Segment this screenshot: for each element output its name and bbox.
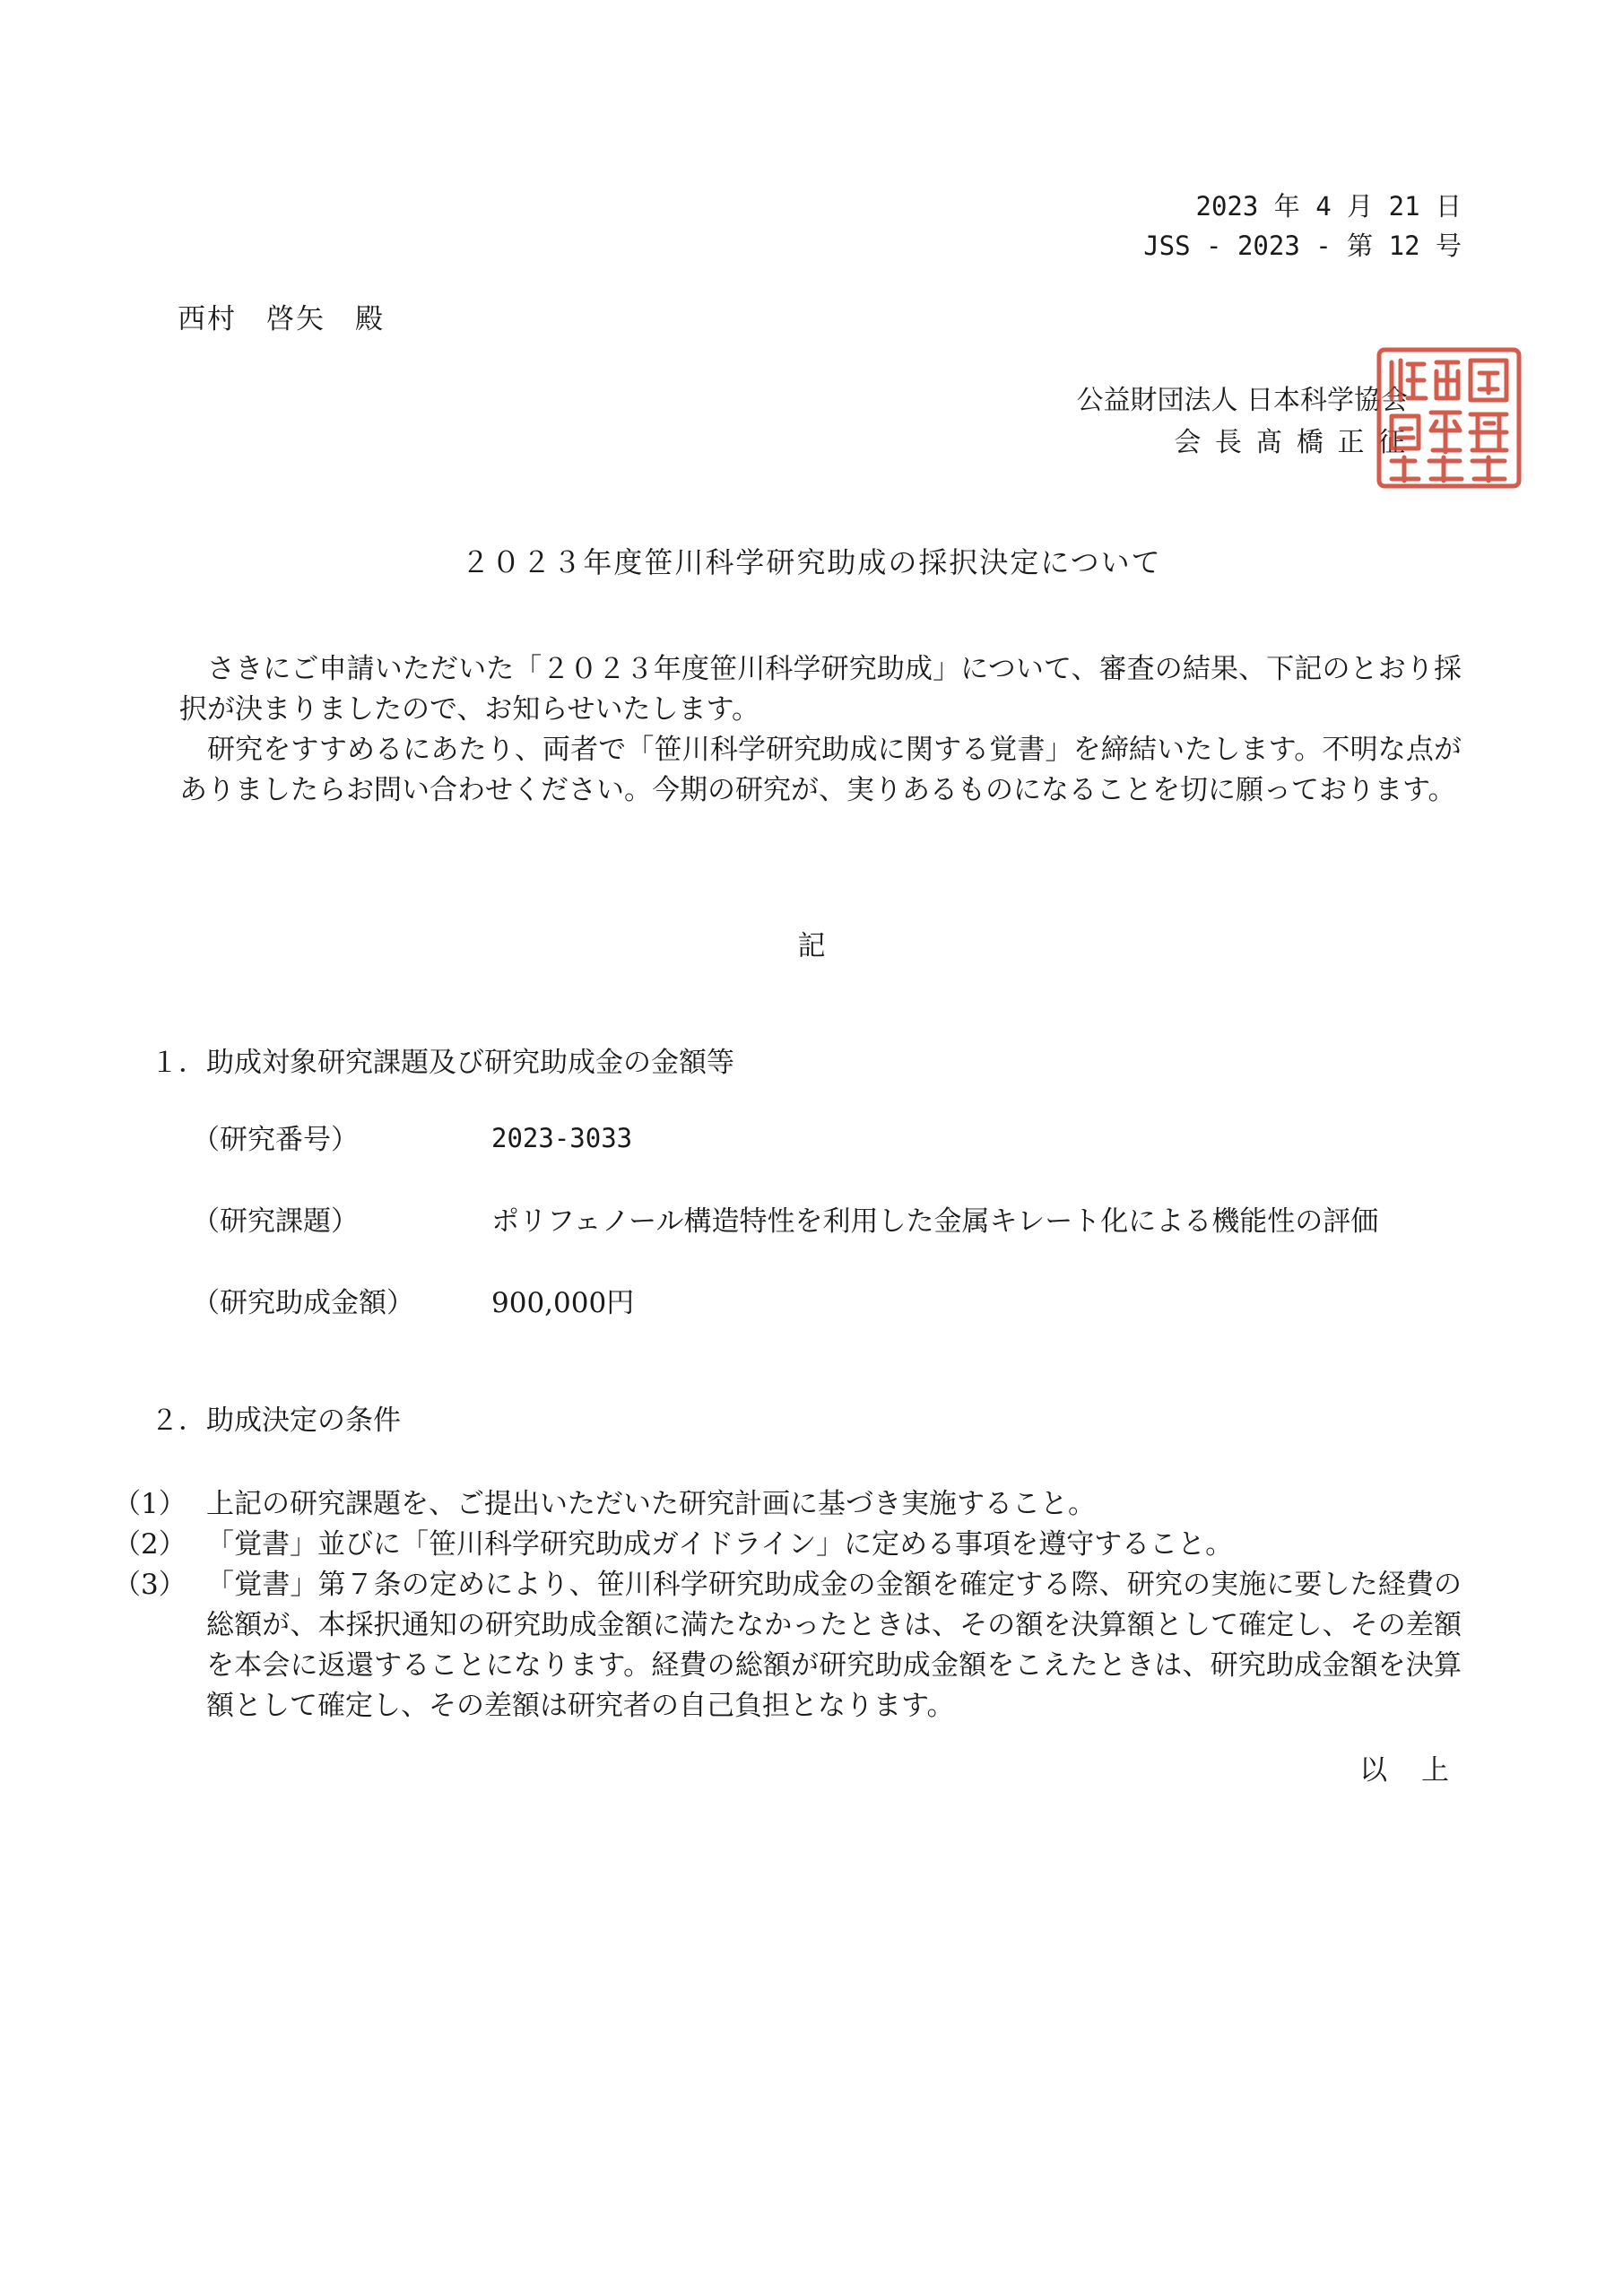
section-2-heading: ２．助成決定の条件 — [151, 1405, 401, 1437]
closing-mark: 以 上 — [1359, 1754, 1462, 1787]
condition-text: 「覚書」第７条の定めにより、笹川科学研究助成金の金額を確定する際、研究の実施に要した経費の総額が、本採択通知の研究助成金額に満たなかったときは、その額を決算額として確定し、その差額を本会に返還することになります。経費の総額が研究助成金額をこえたときは、研究助成金額を決算額として確定し、その差額は研究者の自己負担となります。 — [206, 1569, 1462, 1722]
condition-text: 上記の研究課題を、ご提出いただいた研究計画に基づき実施すること。 — [206, 1488, 1096, 1520]
condition-item — [113, 1525, 1458, 1565]
date: 2023 年 4 月 21 日 — [1195, 191, 1462, 222]
grant-amount-value: 900,000円 — [491, 1287, 635, 1319]
document-title: ２０２３年度笹川科学研究助成の採択決定について — [461, 545, 1162, 579]
document-number: JSS - 2023 - 第 12 号 — [1143, 230, 1462, 261]
research-subject-value: ポリフェノール構造特性を利用した金属キレート化による機能性の評価 — [491, 1205, 1379, 1238]
letter-body — [179, 649, 1462, 811]
sender-organization: 公益財団法人 日本科学協会 — [1076, 385, 1408, 416]
sender-president: 会 長 髙 橋 正 征 — [1174, 427, 1408, 458]
body-paragraph-1: さきにご申請いただいた「２０２３年度笹川科学研究助成」について、審査の結果、下記のとおり採択が決まりましたので、お知らせいたします。 — [179, 653, 1462, 726]
condition-number: （3） — [113, 1569, 187, 1601]
condition-item — [113, 1565, 1462, 1726]
recipient-name: 西村 啓矢 殿 — [178, 303, 385, 335]
research-number-value: 2023-3033 — [491, 1123, 633, 1153]
grant-amount-label: （研究助成金額） — [192, 1287, 414, 1319]
research-subject-label: （研究課題） — [192, 1205, 359, 1238]
condition-number: （2） — [113, 1528, 187, 1561]
condition-text: 「覚書」並びに「笹川科学研究助成ガイドライン」に定める事項を遵守すること。 — [206, 1528, 1234, 1561]
research-number-label: （研究番号） — [192, 1124, 359, 1156]
section-1-heading: １．助成対象研究課題及び研究助成金の金額等 — [151, 1047, 734, 1079]
ki-marker: 記 — [797, 930, 826, 962]
condition-number: （1） — [113, 1488, 187, 1520]
condition-item — [113, 1484, 1458, 1525]
official-seal-stamp — [1374, 344, 1524, 491]
body-paragraph-2: 研究をすすめるにあたり、両者で「笹川科学研究助成に関する覚書」を締結いたします。不明な点がありましたらお問い合わせください。今期の研究が、実りあるものになることを切に願っております。 — [179, 734, 1462, 806]
